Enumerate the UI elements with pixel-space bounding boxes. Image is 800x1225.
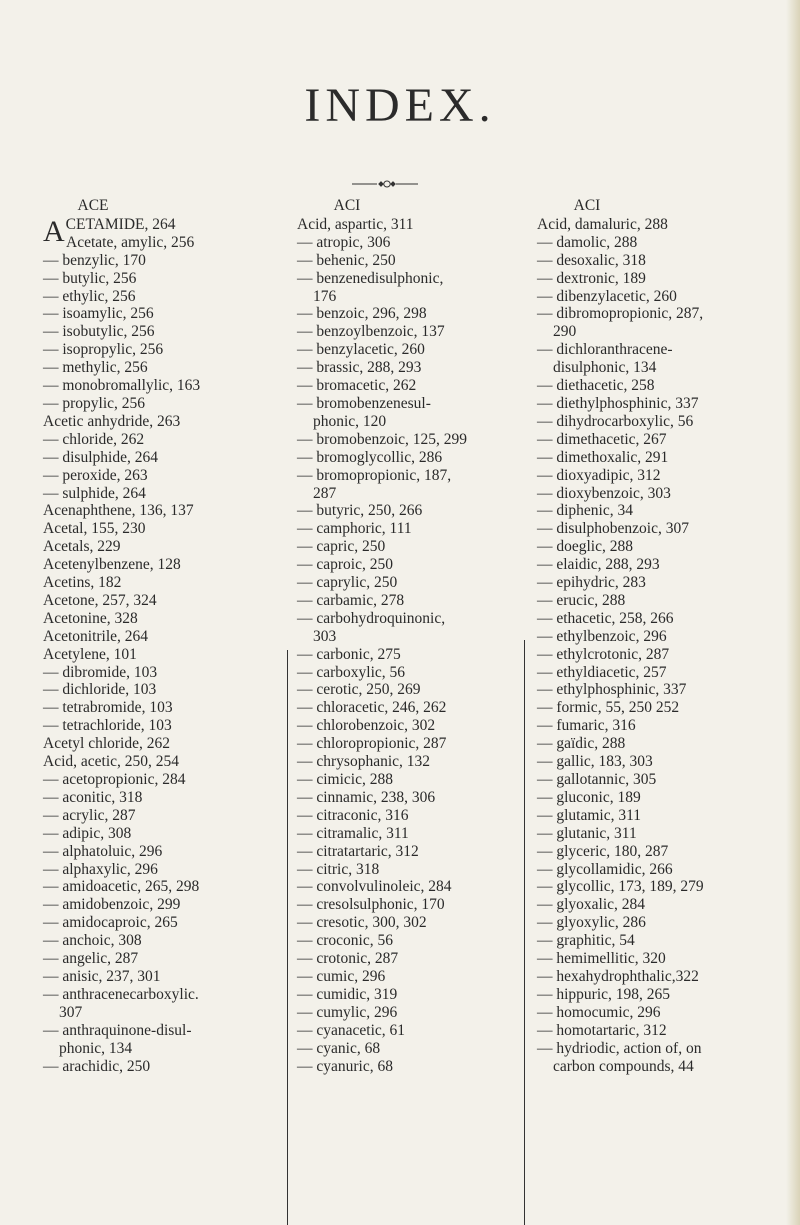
index-column-1: [43, 197, 275, 1075]
index-entry: — cimicic, 288: [297, 771, 393, 788]
page-title: INDEX.: [304, 79, 496, 132]
index-entry: phonic, 120: [313, 412, 387, 430]
index-entry: — carbohydroquinonic,: [297, 609, 446, 627]
index-column-2: [297, 197, 507, 1075]
index-entry: — ethylbenzoic, 296: [537, 627, 667, 645]
index-entry-list: [537, 216, 777, 1076]
index-entry: — citraconic, 316: [297, 806, 409, 824]
index-entry: — formic, 55, 250 252: [537, 699, 680, 717]
index-entry: — aconitic, 318: [43, 788, 143, 806]
index-entry: Acetal, 155, 230: [43, 520, 146, 538]
ornamental-divider: [352, 179, 418, 189]
index-entry: — isopropylic, 256: [43, 341, 164, 359]
index-entry: — tetrabromide, 103: [43, 699, 173, 717]
index-entry: — cinnamic, 238, 306: [297, 788, 436, 806]
index-entry: — ethacetic, 258, 266: [537, 609, 674, 627]
index-entry: — convolvulinoleic, 284: [297, 878, 452, 896]
index-entry: Acetins, 182: [43, 574, 122, 592]
index-entry: Acetyl chloride, 262: [43, 735, 170, 753]
index-entry: — dihydrocarboxylic, 56: [537, 412, 694, 430]
index-entry: disulphonic, 134: [553, 359, 657, 377]
index-entry: — benzoic, 296, 298: [297, 305, 427, 323]
index-entry: — citramalic, 311: [297, 824, 409, 842]
index-entry: — brassic, 288, 293: [297, 359, 422, 377]
index-entry: — adipic, 308: [43, 824, 132, 842]
index-entry: carbon compounds, 44: [553, 1057, 694, 1075]
index-entry: — angelic, 287: [43, 950, 139, 968]
index-entry: — bromobenzenesul-: [297, 394, 431, 412]
index-entry: — anisic, 237, 301: [43, 967, 161, 985]
index-entry: — peroxide, 263: [43, 466, 148, 484]
index-entry-text: CETAMIDE, 264: [65, 215, 176, 233]
index-entry: Acetic anhydride, 263: [43, 412, 181, 430]
index-entry: — glutanic, 311: [537, 824, 637, 842]
index-entry: 287: [313, 484, 337, 502]
index-entry: — chloride, 262: [43, 430, 145, 448]
index-entry: — benzylic, 170: [43, 251, 146, 269]
index-entry: — benzenedisulphonic,: [297, 269, 444, 287]
index-entry: — damolic, 288: [537, 233, 638, 251]
index-entry: — citratartaric, 312: [297, 842, 419, 860]
index-entry: — cyanacetic, 61: [297, 1021, 406, 1039]
column-header: ACE: [77, 197, 109, 214]
index-entry: — bromopropionic, 187,: [297, 466, 452, 484]
index-entry: — gaïdic, 288: [537, 735, 626, 753]
index-entry: — graphitic, 54: [537, 932, 635, 950]
index-entry: — dibenzylacetic, 260: [537, 287, 677, 305]
index-entry: — fumaric, 316: [537, 717, 636, 735]
index-entry: — benzylacetic, 260: [297, 341, 425, 359]
index-entry-list: [43, 234, 275, 1076]
column-rule: [287, 650, 288, 1225]
column-rule: [524, 640, 525, 1225]
index-entry: — ethyldiacetic, 257: [537, 663, 667, 681]
index-entry: — chloracetic, 246, 262: [297, 699, 447, 717]
index-entry: — doeglic, 288: [537, 538, 633, 556]
index-entry: — diphenic, 34: [537, 502, 633, 520]
index-entry: — monobromallylic, 163: [43, 377, 201, 395]
index-entry: — bromobenzoic, 125, 299: [297, 430, 468, 448]
index-entry: — behenic, 250: [297, 251, 396, 269]
index-entry: — cresotic, 300, 302: [297, 914, 427, 932]
index-entry: — cyanic, 68: [297, 1039, 381, 1057]
index-entry: — glyoxylic, 286: [537, 914, 646, 932]
index-entry: — anthracenecarboxylic.: [43, 985, 199, 1003]
index-entry: Acetylene, 101: [43, 645, 137, 663]
index-entry: — crotonic, 287: [297, 950, 399, 968]
page-edge-shadow: [786, 0, 800, 1225]
index-entry: — ethylphosphinic, 337: [537, 681, 687, 699]
index-entry: — chlorobenzoic, 302: [297, 717, 436, 735]
index-entry: — carboxylic, 56: [297, 663, 406, 681]
column-header: ACI: [333, 197, 361, 214]
index-entry: — methylic, 256: [43, 359, 148, 377]
index-entry: — caproic, 250: [297, 556, 393, 574]
index-entry: — arachidic, 250: [43, 1057, 151, 1075]
index-entry: — anchoic, 308: [43, 932, 142, 950]
index-entry: — isobutylic, 256: [43, 323, 155, 341]
index-entry: phonic, 134: [59, 1039, 133, 1057]
index-entry: — elaidic, 288, 293: [537, 556, 660, 574]
index-entry: — homocumic, 296: [537, 1003, 661, 1021]
index-entry: — homotartaric, 312: [537, 1021, 667, 1039]
index-entry: — cyanuric, 68: [297, 1057, 393, 1075]
index-entry: — dimethoxalic, 291: [537, 448, 669, 466]
index-entry: 176: [313, 287, 337, 305]
column-header: ACI: [573, 197, 601, 214]
index-entry: Acetone, 257, 324: [43, 591, 157, 609]
index-entry: — cumidic, 319: [297, 985, 398, 1003]
index-entry: — glutamic, 311: [537, 806, 642, 824]
index-entry: — amidoacetic, 265, 298: [43, 878, 200, 896]
drop-cap: A: [43, 214, 65, 248]
index-entry: — anthraquinone-disul-: [43, 1021, 192, 1039]
index-entry: — chloropropionic, 287: [297, 735, 447, 753]
index-entry: — alphaxylic, 296: [43, 860, 158, 878]
index-entry: Acid, acetic, 250, 254: [43, 753, 180, 771]
index-entry: — epihydric, 283: [537, 574, 646, 592]
index-entry: — desoxalic, 318: [537, 251, 646, 269]
index-entry: — isoamylic, 256: [43, 305, 154, 323]
index-entry: — cerotic, 250, 269: [297, 681, 421, 699]
index-entry: — carbamic, 278: [297, 591, 405, 609]
index-entry: — disulphide, 264: [43, 448, 158, 466]
index-entry: 290: [553, 323, 577, 341]
index-entry: — erucic, 288: [537, 591, 626, 609]
index-entry: — benzoylbenzoic, 137: [297, 323, 445, 341]
index-entry: — amidobenzoic, 299: [43, 896, 181, 914]
index-column-3: [537, 197, 777, 1075]
index-entry: — butylic, 256: [43, 269, 137, 287]
index-entry: Acetals, 229: [43, 538, 121, 556]
index-entry: — cresolsulphonic, 170: [297, 896, 445, 914]
index-entry: — dioxybenzoic, 303: [537, 484, 671, 502]
index-entry: — capric, 250: [297, 538, 386, 556]
index-entry: — atropic, 306: [297, 233, 391, 251]
index-entry: — dichloranthracene-: [537, 341, 673, 359]
index-entry: — butyric, 250, 266: [297, 502, 423, 520]
index-entry: — cumylic, 296: [297, 1003, 398, 1021]
index-entry: — glycollamidic, 266: [537, 860, 673, 878]
index-entry: — caprylic, 250: [297, 574, 398, 592]
index-entry: Acetate, amylic, 256: [66, 233, 195, 251]
index-entry: — carbonic, 275: [297, 645, 401, 663]
index-entry: Acid, aspartic, 311: [297, 215, 414, 233]
index-entry: — hydriodic, action of, on: [537, 1039, 702, 1057]
index-entry: — diethacetic, 258: [537, 377, 655, 395]
index-entry: — ethylcrotonic, 287: [537, 645, 670, 663]
index-entry: — glyoxalic, 284: [537, 896, 646, 914]
index-entry: — cumic, 296: [297, 967, 386, 985]
index-entry: — gluconic, 189: [537, 788, 641, 806]
index-entry: — citric, 318: [297, 860, 380, 878]
index-entry: — chrysophanic, 132: [297, 753, 431, 771]
index-entry: 307: [59, 1003, 83, 1021]
index-entry: — glyceric, 180, 287: [537, 842, 669, 860]
index-entry: — dioxyadipic, 312: [537, 466, 661, 484]
index-entry: — acetopropionic, 284: [43, 771, 186, 788]
index-entry: — dextronic, 189: [537, 269, 646, 287]
index-entry: — gallotannic, 305: [537, 771, 657, 788]
index-entry: Acenaphthene, 136, 137: [43, 502, 194, 520]
index-entry: — sulphide, 264: [43, 484, 146, 502]
index-entry: — dichloride, 103: [43, 681, 157, 699]
index-entry: — propylic, 256: [43, 394, 146, 412]
index-entry: — hemimellitic, 320: [537, 950, 666, 968]
index-entry: — alphatoluic, 296: [43, 842, 163, 860]
index-entry: — glycollic, 173, 189, 279: [537, 878, 704, 896]
index-entry: — croconic, 56: [297, 932, 393, 950]
index-entry: Acetonine, 328: [43, 609, 138, 627]
index-entry: — gallic, 183, 303: [537, 753, 653, 771]
index-entry: — diethylphosphinic, 337: [537, 394, 699, 412]
index-entry: — ethylic, 256: [43, 287, 136, 305]
index-entry: Acetenylbenzene, 128: [43, 556, 181, 574]
index-entry: — camphoric, 111: [297, 520, 412, 538]
index-entry: — bromacetic, 262: [297, 377, 417, 395]
index-entry: Acid, damaluric, 288: [537, 215, 668, 233]
index-entry: — dimethacetic, 267: [537, 430, 667, 448]
index-entry: — acrylic, 287: [43, 806, 136, 824]
index-entry: — amidocaproic, 265: [43, 914, 178, 932]
index-entry: — tetrachloride, 103: [43, 717, 172, 735]
index-entry: — hexahydrophthalic,322: [537, 967, 699, 985]
index-entry: — disulphobenzoic, 307: [537, 520, 689, 538]
index-entry: Acetonitrile, 264: [43, 627, 149, 645]
index-entry: 303: [313, 627, 337, 645]
index-entry-list: [297, 216, 507, 1076]
index-entry: — dibromide, 103: [43, 663, 158, 681]
index-entry: — hippuric, 198, 265: [537, 985, 671, 1003]
index-entry: — dibromopropionic, 287,: [537, 305, 704, 323]
index-entry: — bromoglycollic, 286: [297, 448, 443, 466]
